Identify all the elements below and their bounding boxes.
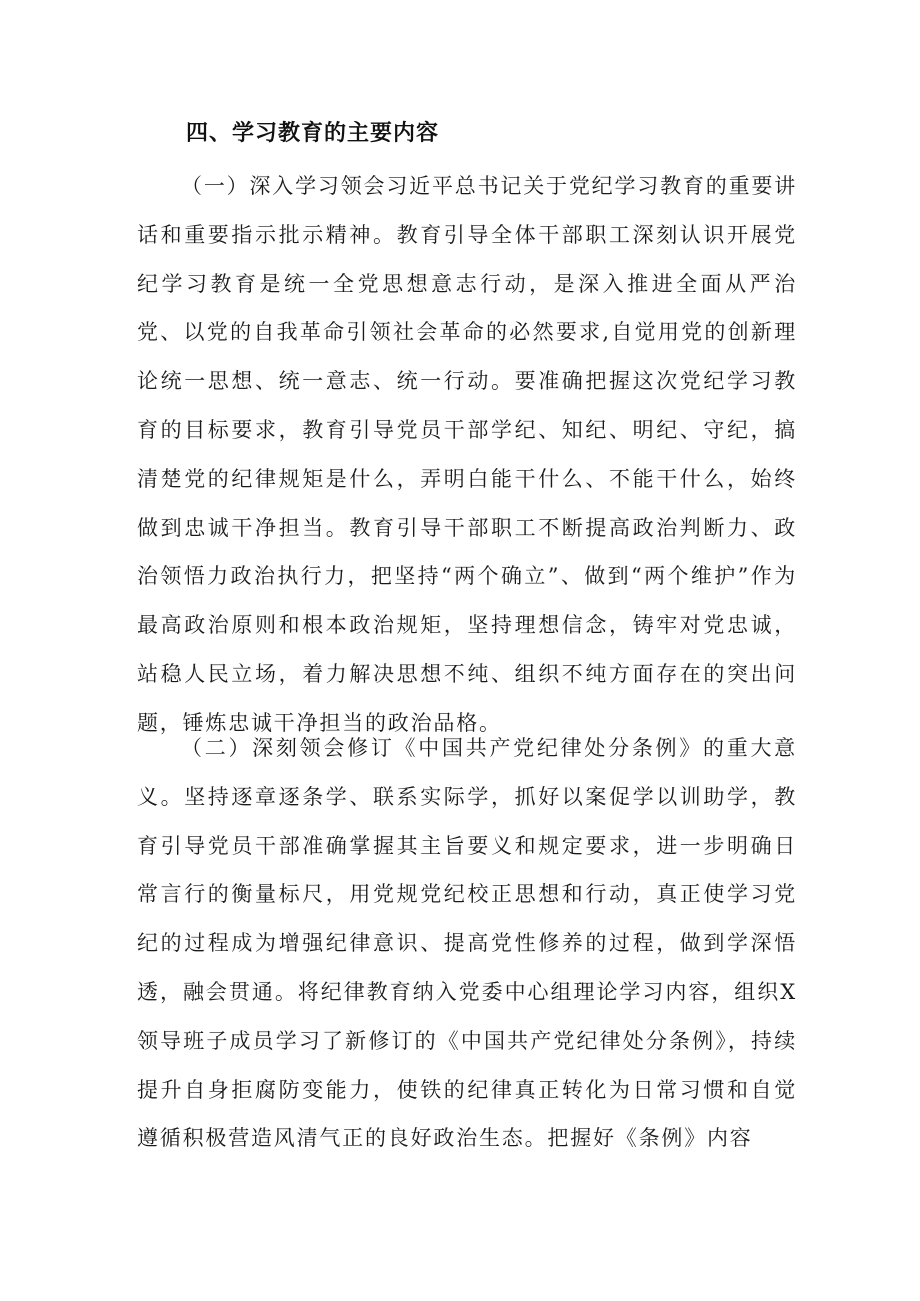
paragraph-2: （二）深刻领会修订《中国共产党纪律处分条例》的重大意义。坚持逐章逐条学、联系实际学，抓好以案促学以训助学，教育引导党员干部准确掌握其主旨要义和规定要求，进一步明确日常言行的衡量标尺，用党规党纪校正思想和行动，真正使学习党纪的过程成为增强纪律意识、提高党性修养的过程，做到学深悟透，融会贯通。将纪律教育纳入党委中心组理论学习内容，组织X领导班子成员学习了新修订的《中国共产党纪律处分条例》，持续提升自身拒腐防变能力，使铁的纪律真正转化为日常习惯和自觉遵循积极营造风清气正的良好政治生态。把握好《条例》内容 xyxy=(137,736,797,1151)
section-heading: 四、学习教育的主要内容 xyxy=(186,121,440,146)
paragraph-1: （一）深入学习领会习近平总书记关于党纪学习教育的重要讲话和重要指示批示精神。教育引导全体干部职工深刻认识开展党纪学习教育是统一全党思想意志行动，是深入推进全面从严治党、以党的自我革命引领社会革命的必然要求,自觉用党的创新理论统一思想、统一意志、统一行动。要准确把握这次党纪学习教育的目标要求，教育引导党员干部学纪、知纪、明纪、守纪，搞清楚党的纪律规矩是什么，弄明白能干什么、不能干什么，始终做到忠诚干净担当。教育引导干部职工不断提高政治判断力、政治领悟力政治执行力，把坚持“两个确立”、做到“两个维护”作为最高政治原则和根本政治规矩，坚持理想信念，铸牢对党忠诚，站稳人民立场，着力解决思想不纯、组织不纯方面存在的突出问题，锤炼忠诚干净担当的政治品格。 xyxy=(137,174,797,735)
